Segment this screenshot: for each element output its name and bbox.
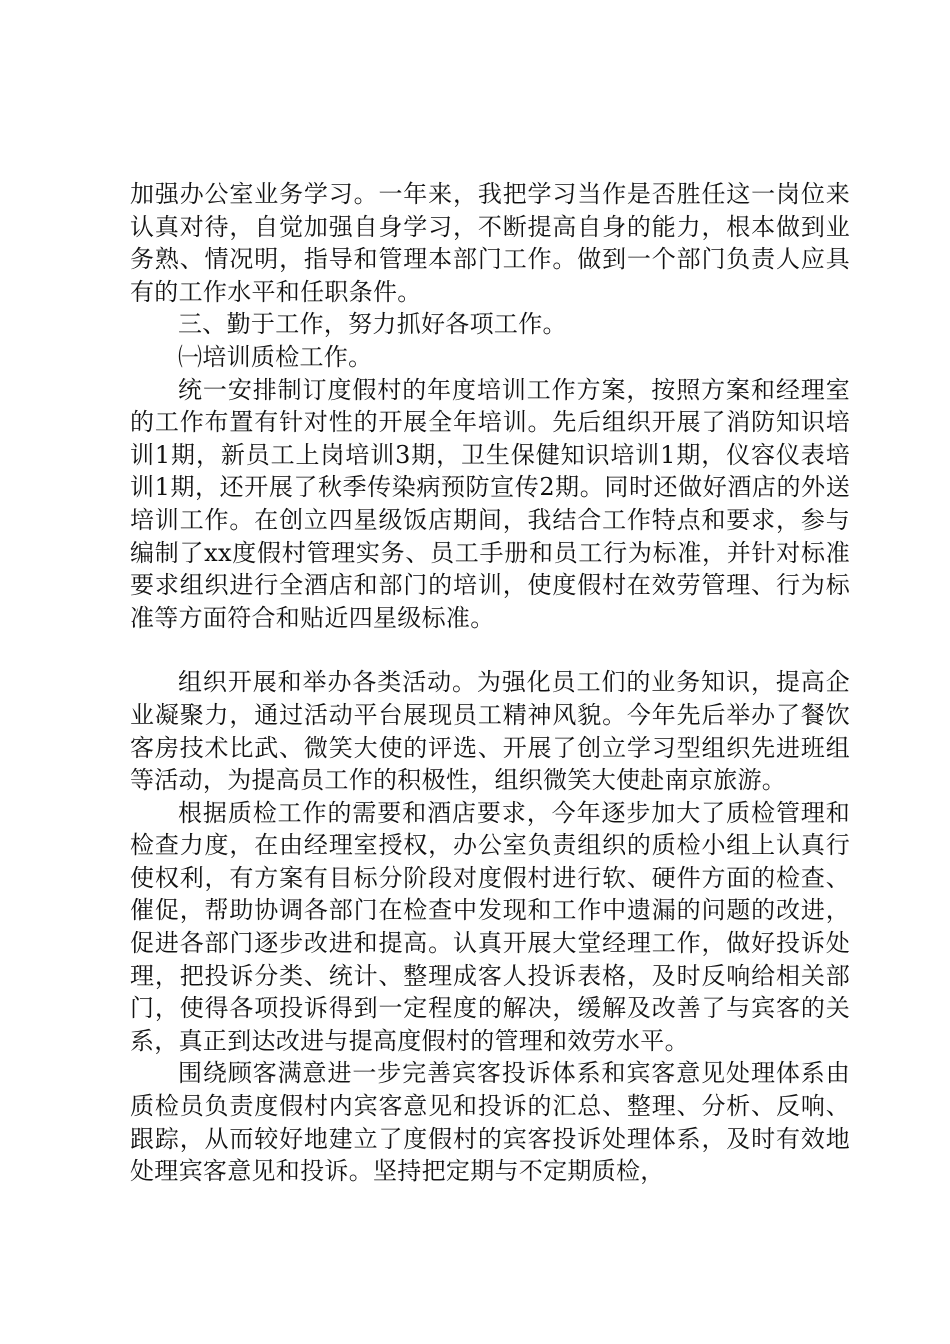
paragraph-activities: 组织开展和举办各类活动。为强化员工们的业务知识，提高企业凝聚力，通过活动平台展现员工精神风貌。今年先后举办了餐饮客房技术比武、微笑大使的评选、开展了创立学习型组织先进班组等活动，为提高员工作的积极性，组织微笑大使赴南京旅游。 [130, 668, 850, 795]
paragraph-quality-inspection: 根据质检工作的需要和酒店要求，今年逐步加大了质检管理和检查力度，在由经理室授权，办公室负责组织的质检小组上认真行使权利，有方案有目标分阶段对度假村进行软、硬件方面的检查、催促，帮助协调各部门在检查中发现和工作中遗漏的问题的改进，促进各部门逐步改进和提高。认真开展大堂经理工作，做好投诉处理，把投诉分类、统计、整理成客人投诉表格，及时反响给相关部门，使得各项投诉得到一定程度的解决，缓解及改善了与宾客的关系，真正到达改进与提高度假村的管理和效劳水平。 [130, 798, 850, 1055]
paragraph-training-plan: 统一安排制订度假村的年度培训工作方案，按照方案和经理室的工作布置有针对性的开展全年培训。先后组织开展了消防知识培训1期，新员工上岗培训3期，卫生保健知识培训1期，仪容仪表培训1期，还开展了秋季传染病预防宣传2期。同时还做好酒店的外送培训工作。在创立四星级饭店期间，我结合工作特点和要求，参与编制了xx度假村管理实务、员工手册和员工行为标准，并针对标准要求组织进行全酒店和部门的培训，使度假村在效劳管理、行为标准等方面符合和贴近四星级标准。 [130, 375, 850, 632]
paragraph-complaint-system: 围绕顾客满意进一步完善宾客投诉体系和宾客意见处理体系由质检员负责度假村内宾客意见和投诉的汇总、整理、分析、反响、跟踪，从而较好地建立了度假村的宾客投诉处理体系，及时有效地处理宾客意见和投诉。坚持把定期与不定期质检， [130, 1059, 850, 1186]
subsection-heading-training: ㈠培训质检工作。 [178, 342, 373, 371]
paragraph-office-study: 加强办公室业务学习。一年来，我把学习当作是否胜任这一岗位来认真对待，自觉加强自身学习，不断提高自身的能力，根本做到业务熟、情况明，指导和管理本部门工作。做到一个部门负责人应具有的工作水平和任职条件。 [130, 180, 850, 306]
section-heading-work: 三、勤于工作，努力抓好各项工作。 [178, 310, 567, 339]
document-body [130, 178, 850, 1188]
